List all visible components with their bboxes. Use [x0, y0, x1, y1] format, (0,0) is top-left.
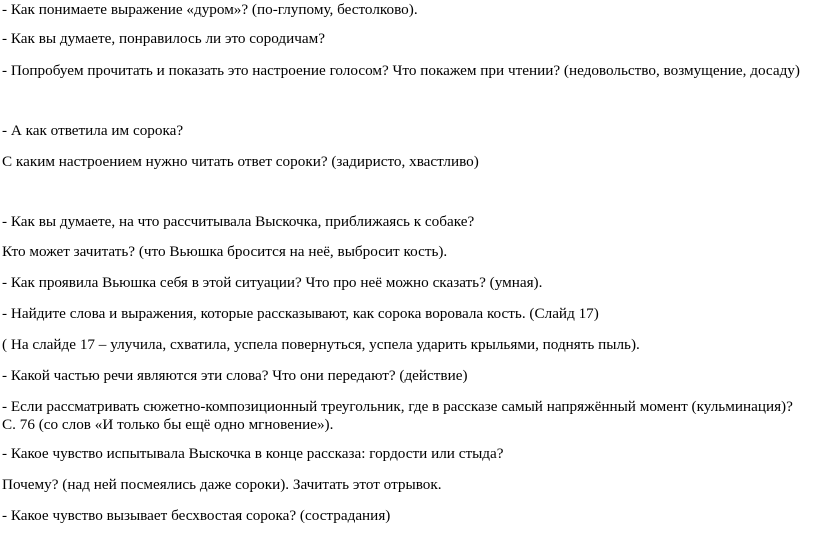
- question-line-4: - А как ответила им сорока?: [2, 122, 184, 139]
- question-line-15: - Какое чувство вызывает бесхвостая сорока? (сострадания): [2, 507, 391, 524]
- question-line-5: С каким настроением нужно читать ответ сороки? (задиристо, хвастливо): [2, 153, 479, 170]
- question-line-14: Почему? (над ней посмеялись даже сороки). Зачитать этот отрывок.: [2, 476, 442, 493]
- question-line-11: - Какой частью речи являются эти слова? Что они передают? (действие): [2, 367, 468, 384]
- question-line-6: - Как вы думаете, на что рассчитывала Выскочка, приближаясь к собаке?: [2, 213, 475, 230]
- question-line-3: - Попробуем прочитать и показать это настроение голосом? Что покажем при чтении? (недовольство, возмущение, досаду): [2, 62, 800, 79]
- question-line-9: - Найдите слова и выражения, которые рассказывают, как сорока воровала кость. (Слайд 17): [2, 305, 599, 322]
- question-line-12: - Если рассматривать сюжетно-композиционный треугольник, где в рассказе самый напряжённый момент (кульминация)? С. 76 (со слов «И только бы ещё одно мгновение»).: [2, 398, 793, 433]
- question-line-2: - Как вы думаете, понравилось ли это сородичам?: [2, 30, 325, 47]
- question-line-8: - Как проявила Вьюшка себя в этой ситуации? Что про неё можно сказать? (умная).: [2, 274, 543, 291]
- question-line-13: - Какое чувство испытывала Выскочка в конце рассказа: гордости или стыда?: [2, 445, 504, 462]
- question-line-10: ( На слайде 17 – улучила, схватила, успела повернуться, успела ударить крыльями, поднять пыль).: [2, 336, 640, 353]
- question-line-7: Кто может зачитать? (что Вьюшка бросится на неё, выбросит кость).: [2, 243, 448, 260]
- question-line-1: - Как понимаете выражение «дуром»? (по-глупому, бестолково).: [2, 1, 418, 18]
